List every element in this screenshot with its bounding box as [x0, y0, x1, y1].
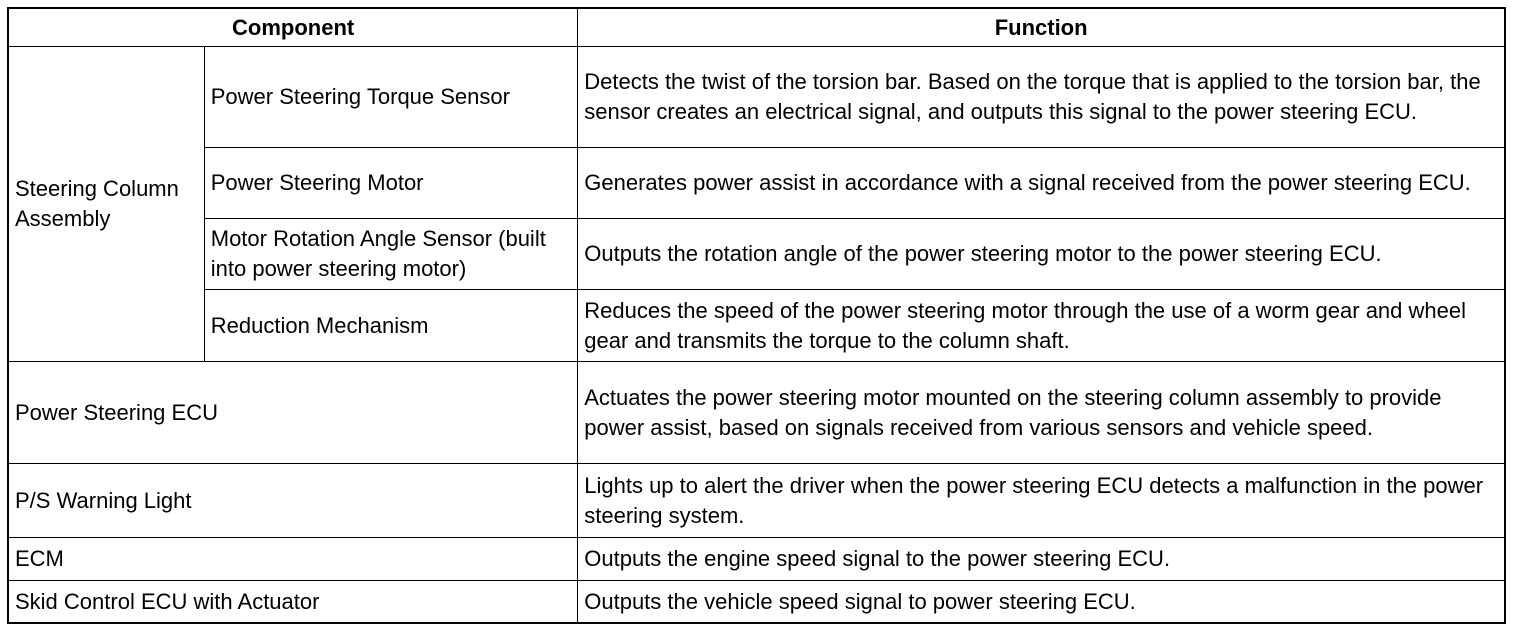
component-cell: Motor Rotation Angle Sensor (built into power steering motor) — [204, 219, 578, 290]
function-column-header: Function — [578, 8, 1505, 47]
table-row — [8, 464, 1505, 538]
table-header-row — [8, 8, 1505, 47]
function-cell: Generates power assist in accordance with a signal received from the power steering ECU. — [578, 148, 1505, 219]
function-cell: Detects the twist of the torsion bar. Based on the torque that is applied to the torsion bar, the sensor creates an electrical signal, and outputs this signal to the power steering ECU. — [578, 47, 1505, 148]
table-row — [8, 581, 1505, 624]
component-cell: Power Steering Motor — [204, 148, 578, 219]
function-cell: Lights up to alert the driver when the power steering ECU detects a malfunction in the power steering system. — [578, 464, 1505, 538]
table-row — [8, 290, 1505, 362]
function-cell: Outputs the engine speed signal to the power steering ECU. — [578, 538, 1505, 581]
table-row — [8, 538, 1505, 581]
component-cell: Power Steering ECU — [8, 362, 578, 464]
function-cell: Outputs the rotation angle of the power steering motor to the power steering ECU. — [578, 219, 1505, 290]
component-cell: Reduction Mechanism — [204, 290, 578, 362]
function-cell: Outputs the vehicle speed signal to power steering ECU. — [578, 581, 1505, 624]
table-row — [8, 148, 1505, 219]
function-cell: Reduces the speed of the power steering motor through the use of a worm gear and wheel gear and transmits the torque to the column shaft. — [578, 290, 1505, 362]
component-cell: Power Steering Torque Sensor — [204, 47, 578, 148]
table-row — [8, 47, 1505, 148]
component-function-table — [7, 7, 1506, 624]
component-column-header: Component — [8, 8, 578, 47]
component-cell: Skid Control ECU with Actuator — [8, 581, 578, 624]
group-label-steering-column-assembly: Steering Column Assembly — [8, 47, 204, 362]
function-cell: Actuates the power steering motor mounted on the steering column assembly to provide power assist, based on signals received from various sensors and vehicle speed. — [578, 362, 1505, 464]
component-cell: ECM — [8, 538, 578, 581]
table-row — [8, 362, 1505, 464]
component-cell: P/S Warning Light — [8, 464, 578, 538]
table-row — [8, 219, 1505, 290]
